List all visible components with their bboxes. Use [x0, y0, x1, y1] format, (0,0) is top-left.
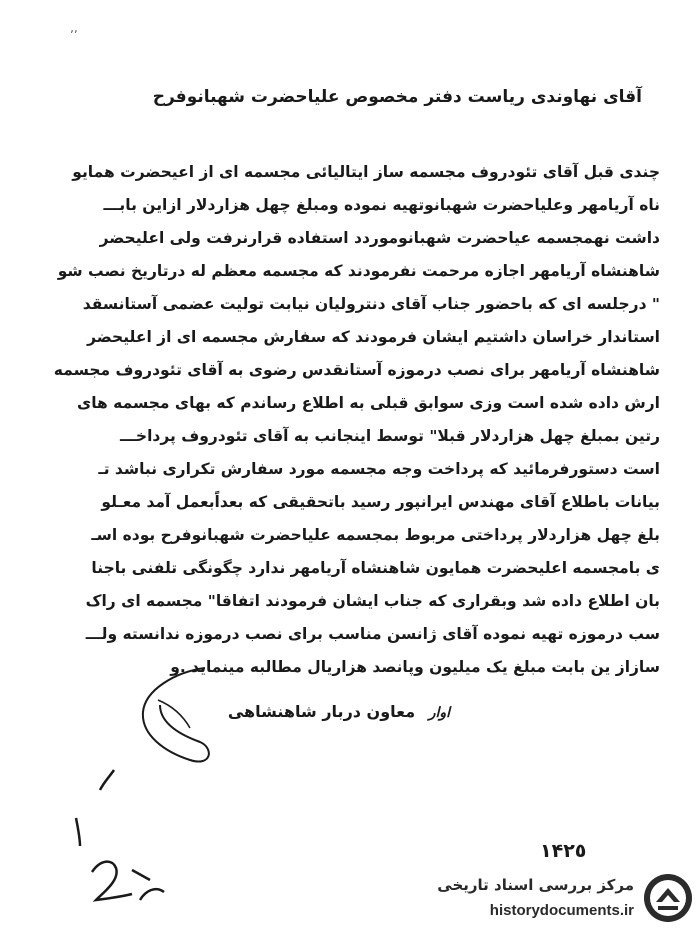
body-line: ی بامجسمه اعلیحضرت همایون شاهنشاه آریامهر ندارد چگونگی تلفنی باجنا [91, 559, 660, 577]
body-line: " درجلسه ای که باحضور جناب آقای دنترولیان نیابت تولیت عضمی آستانسقد [82, 295, 660, 313]
body-line: رتین بمبلغ چهل هزاردلار قبلا" توسط اینجانب به آقای تئودروف پرداخـــ [120, 427, 660, 445]
watermark-url: historydocuments.ir [489, 902, 634, 919]
document-number: ١۴٢٥ [540, 840, 587, 862]
body-line: استاندار خراسان داشتیم ایشان فرمودند که سفارش مجسمه ای از اعلیحضر [87, 328, 660, 346]
body-line: بیانات باطلاع آقای مهندس ایرانپور رسید باتحقیقی که بعداًبعمل آمد معـلو [101, 493, 660, 511]
margin-note [95, 866, 96, 867]
body-line: ناه آریامهر وعلیاحضرت شهبانوتهیه نموده ومبلغ چهل هزاردلار ازاین بابـــ [103, 196, 660, 214]
body-line: سازاز ین بابت مبلغ یک میلیون وپانصد هزاریال مطالبه مینماید .و [170, 658, 660, 676]
signature-initials: اوار [428, 705, 450, 721]
body-line: شاهنشاه آریامهر اجازه مرحمت نفرمودند که مجسمه معظم له درتاریخ نصب شو [57, 262, 660, 280]
body-line: بلغ چهل هزاردلار پرداختی مربوط بمجسمه علیاحضرت شهبانوفرح بوده اسـ [91, 526, 660, 544]
corner-mark: ٬٬ [70, 28, 78, 42]
watermark-name: مرکز بررسی اسناد تاریخی [437, 876, 634, 894]
document-heading: آقای نهاوندی ریاست دفتر مخصوص علیاحضرت شهبانوفرح [152, 87, 642, 107]
body-line: بان اطلاع داده شد وبقراری که جناب ایشان فرمودند اتفاقا" مجسمه ای راک [85, 592, 660, 610]
margin-stroke [76, 818, 80, 846]
archive-watermark [394, 870, 694, 930]
body-line: چندی قبل آقای تئودروف مجسمه ساز ایتالیائی مجسمه ای از اعیحضرت همایو [72, 163, 660, 181]
body-line: ارش داده شده است وزی سوابق قبلی به اطلاع رساندم که بهای مجسمه های [77, 394, 660, 412]
margin-note-shape [92, 862, 164, 900]
signature-loop [143, 668, 209, 762]
body-line: داشت نهمجسمه عیاحضرت شهبانوموردد استفاده قرارنرفت ولی اعلیحضر [99, 229, 660, 247]
body-line: سب درموزه تهیه نموده آقای ژانسن مناسب برای نصب درموزه ندانسته ولـــ [85, 625, 660, 643]
body-line: است دستورفرمائید که پرداخت وجه مجسمه مورد سفارش تکراری نباشد تـ [98, 460, 660, 478]
signature-title [200, 702, 450, 721]
body-line: شاهنشاه آریامهر برای نصب درموزه آستانقدس رضوی به آقای تئودروف مجسمه [53, 361, 660, 379]
margin-tick [100, 770, 114, 790]
archive-logo-icon [642, 872, 694, 924]
signature-role: معاون دربار شاهنشاهی [227, 702, 416, 721]
